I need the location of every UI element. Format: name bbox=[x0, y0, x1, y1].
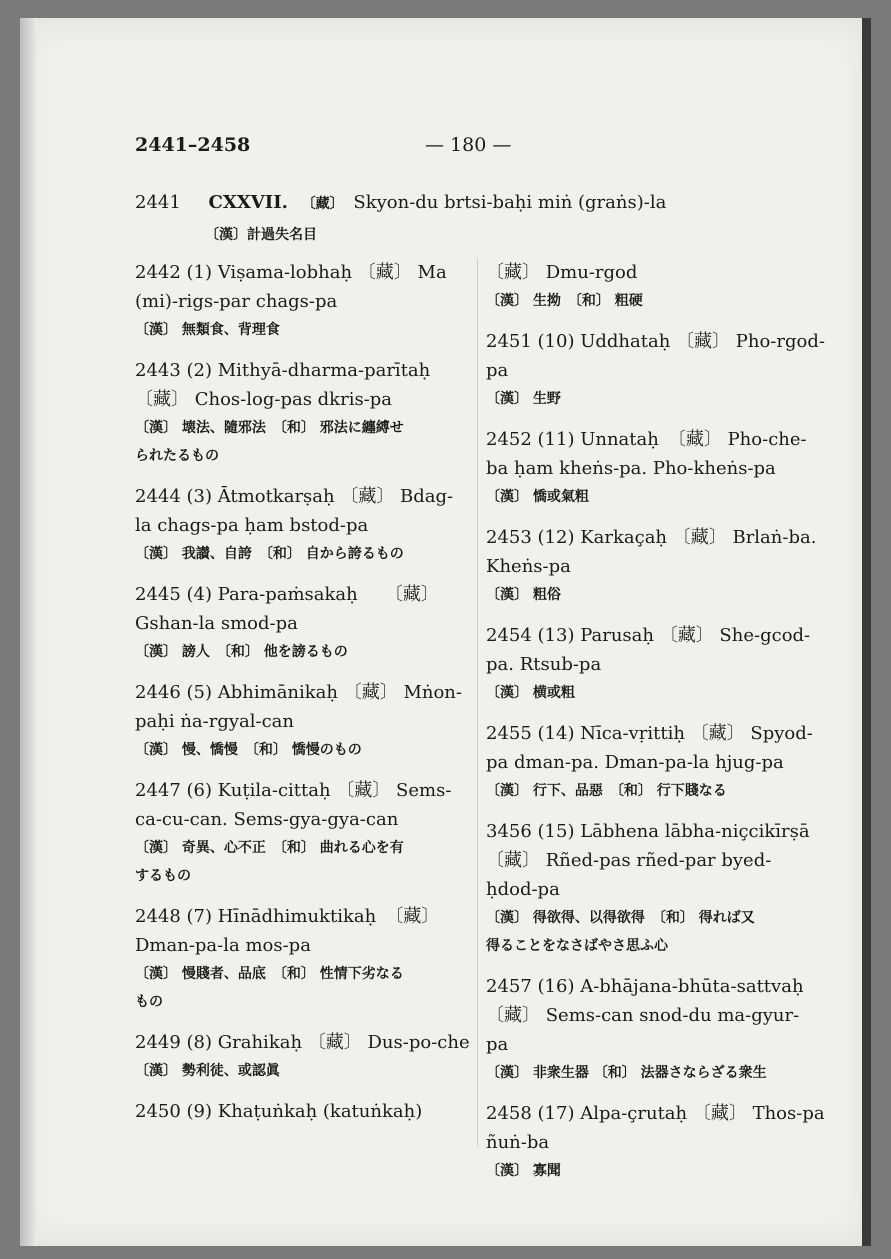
glossary-entry bbox=[486, 719, 816, 805]
glossary-entry bbox=[135, 1097, 465, 1126]
entry-line: Kheṅs-pa bbox=[486, 556, 571, 577]
entry-line: (mi)-rigs-par chags-pa bbox=[135, 291, 338, 312]
column-divider bbox=[477, 258, 478, 1146]
entry-line: 2454 (13) Parusaḥ 〔藏〕 She-gcod- bbox=[486, 625, 811, 646]
glossary-entry bbox=[135, 356, 465, 470]
entry-line: 〔藏〕 Sems-can snod-du ma-gyur- bbox=[486, 1005, 800, 1026]
glossary-entry bbox=[486, 817, 816, 960]
glossary-entry bbox=[135, 776, 465, 890]
glossary-entry bbox=[486, 425, 816, 511]
entry-gloss: 〔漢〕 勢利徒、或認眞 bbox=[135, 1063, 280, 1079]
section-title bbox=[135, 192, 666, 213]
section-chinese-title: 〔漢〕計過失名目 bbox=[205, 227, 317, 243]
entry-gloss: 〔漢〕 慢、憍慢 〔和〕 憍慢のもの bbox=[135, 742, 362, 758]
glossary-entry bbox=[486, 327, 825, 413]
entry-line: ḥdod-pa bbox=[486, 879, 560, 900]
entry-gloss: 〔漢〕 謗人 〔和〕 他を謗るもの bbox=[135, 644, 348, 660]
entry-line: ca-cu-can. Sems-gya-gya-can bbox=[135, 809, 399, 830]
glossary-entry bbox=[486, 972, 816, 1087]
glossary-entry bbox=[486, 621, 816, 707]
entry-line: 2445 (4) Para-paṁsakaḥ 〔藏〕 bbox=[135, 584, 439, 605]
section-entry-number: 2441 bbox=[135, 192, 181, 213]
entry-line: 2452 (11) Unnataḥ 〔藏〕 Pho-che- bbox=[486, 429, 807, 450]
glossary-entry bbox=[486, 1099, 825, 1185]
entry-gloss: 〔漢〕 無類食、背理食 bbox=[135, 322, 280, 338]
entry-gloss: 〔漢〕 非衆生器 〔和〕 法器さならざる衆生 bbox=[486, 1065, 767, 1081]
glossary-entry bbox=[135, 1028, 470, 1085]
section-roman-numeral: CXXVII. bbox=[208, 192, 288, 213]
entry-line: pa bbox=[486, 360, 509, 381]
entry-line: Gshan-la smod-pa bbox=[135, 613, 298, 634]
page-number: — 180 — bbox=[425, 134, 512, 156]
entry-line: 2448 (7) Hīnādhimuktikaḥ 〔藏〕 bbox=[135, 906, 440, 927]
left-column bbox=[135, 258, 470, 1138]
glossary-entry bbox=[135, 258, 465, 344]
entry-gloss: もの bbox=[135, 994, 163, 1010]
glossary-entry bbox=[486, 523, 816, 609]
entry-line: 2443 (2) Mithyā-dharma-parītaḥ bbox=[135, 360, 431, 381]
entry-gloss: 〔漢〕 粗俗 bbox=[486, 587, 561, 603]
entry-line: pa. Rtsub-pa bbox=[486, 654, 602, 675]
entry-gloss: 〔漢〕 得欲得、以得欲得 〔和〕 得れば又 bbox=[486, 910, 755, 926]
entry-line: 2446 (5) Abhimānikaḥ 〔藏〕 Mṅon- bbox=[135, 682, 462, 703]
page-binding-edge bbox=[20, 18, 38, 1246]
entry-line: la chags-pa ḥam bstod-pa bbox=[135, 515, 369, 536]
glossary-entry bbox=[135, 902, 465, 1016]
entry-line: pa bbox=[486, 1034, 509, 1055]
entry-gloss: 得ることをなさばやさ思ふ心 bbox=[486, 938, 668, 954]
page-right-edge bbox=[862, 18, 871, 1246]
entry-line: Dman-pa-la mos-pa bbox=[135, 935, 311, 956]
entry-gloss: 〔漢〕 慢賤者、品底 〔和〕 性情下劣なる bbox=[135, 966, 404, 982]
entry-line: 2447 (6) Kuṭila-cittaḥ 〔藏〕 Sems- bbox=[135, 780, 452, 801]
tibetan-tag: 〔藏〕 bbox=[301, 196, 344, 212]
entry-line: 〔藏〕 Chos-log-pas dkris-pa bbox=[135, 389, 393, 410]
entry-gloss: するもの bbox=[135, 868, 191, 884]
entry-line: 〔藏〕 Rñed-pas rñed-par byed- bbox=[486, 850, 772, 871]
right-column bbox=[486, 258, 825, 1197]
entry-line: 2444 (3) Ātmotkarṣaḥ 〔藏〕 Bdag- bbox=[135, 486, 454, 507]
entry-line: paḥi ṅa-rgyal-can bbox=[135, 711, 295, 732]
entry-line: 2449 (8) Grahikaḥ 〔藏〕 Dus-po-che bbox=[135, 1032, 470, 1053]
entry-line: ba ḥam kheṅs-pa. Pho-kheṅs-pa bbox=[486, 458, 776, 479]
entry-line: 3456 (15) Lābhena lābha-niçcikīrṣā bbox=[486, 821, 810, 842]
entry-line: 2453 (12) Karkaçaḥ 〔藏〕 Brlaṅ-ba. bbox=[486, 527, 817, 548]
entry-line: 2450 (9) Khaṭuṅkaḥ (katuṅkaḥ) bbox=[135, 1101, 423, 1122]
entry-line: 2455 (14) Nīca-vṛittiḥ 〔藏〕 Spyod- bbox=[486, 723, 813, 744]
entry-gloss: 〔漢〕 憍或氣粗 bbox=[486, 489, 589, 505]
entry-range-header: 2441–2458 bbox=[135, 134, 251, 156]
entry-line: 2458 (17) Alpa-çrutaḥ 〔藏〕 Thos-pa bbox=[486, 1103, 825, 1124]
entry-gloss: 〔漢〕 生拗 〔和〕 粗硬 bbox=[486, 293, 643, 309]
entry-gloss: 〔漢〕 生野 bbox=[486, 391, 561, 407]
entry-line: 2451 (10) Uddhataḥ 〔藏〕 Pho-rgod- bbox=[486, 331, 825, 352]
entry-gloss: 〔漢〕 横或粗 bbox=[486, 685, 575, 701]
glossary-entry bbox=[135, 678, 465, 764]
entry-gloss: られたるもの bbox=[135, 448, 219, 464]
section-tibetan-title: Skyon-du brtsi-baḥi miṅ (graṅs)-la bbox=[353, 192, 667, 213]
entry-line: 〔藏〕 Dmu-rgod bbox=[486, 262, 638, 283]
entry-line: ñuṅ-ba bbox=[486, 1132, 550, 1153]
entry-gloss: 〔漢〕 我讃、自誇 〔和〕 自から誇るもの bbox=[135, 546, 404, 562]
entry-line: pa dman-pa. Dman-pa-la hjug-pa bbox=[486, 752, 784, 773]
entry-gloss: 〔漢〕 壊法、隨邪法 〔和〕 邪法に纏縛せ bbox=[135, 420, 404, 436]
entry-gloss: 〔漢〕 行下、品惡 〔和〕 行下賤なる bbox=[486, 783, 727, 799]
glossary-entry bbox=[135, 580, 465, 666]
entry-gloss: 〔漢〕 寡聞 bbox=[486, 1163, 561, 1179]
entry-line: 2457 (16) A-bhājana-bhūta-sattvaḥ bbox=[486, 976, 804, 997]
entry-line: 2442 (1) Viṣama-lobhaḥ 〔藏〕 Ma bbox=[135, 262, 447, 283]
glossary-entry bbox=[486, 258, 816, 315]
entry-gloss: 〔漢〕 奇異、心不正 〔和〕 曲れる心を有 bbox=[135, 840, 404, 856]
glossary-entry bbox=[135, 482, 465, 568]
